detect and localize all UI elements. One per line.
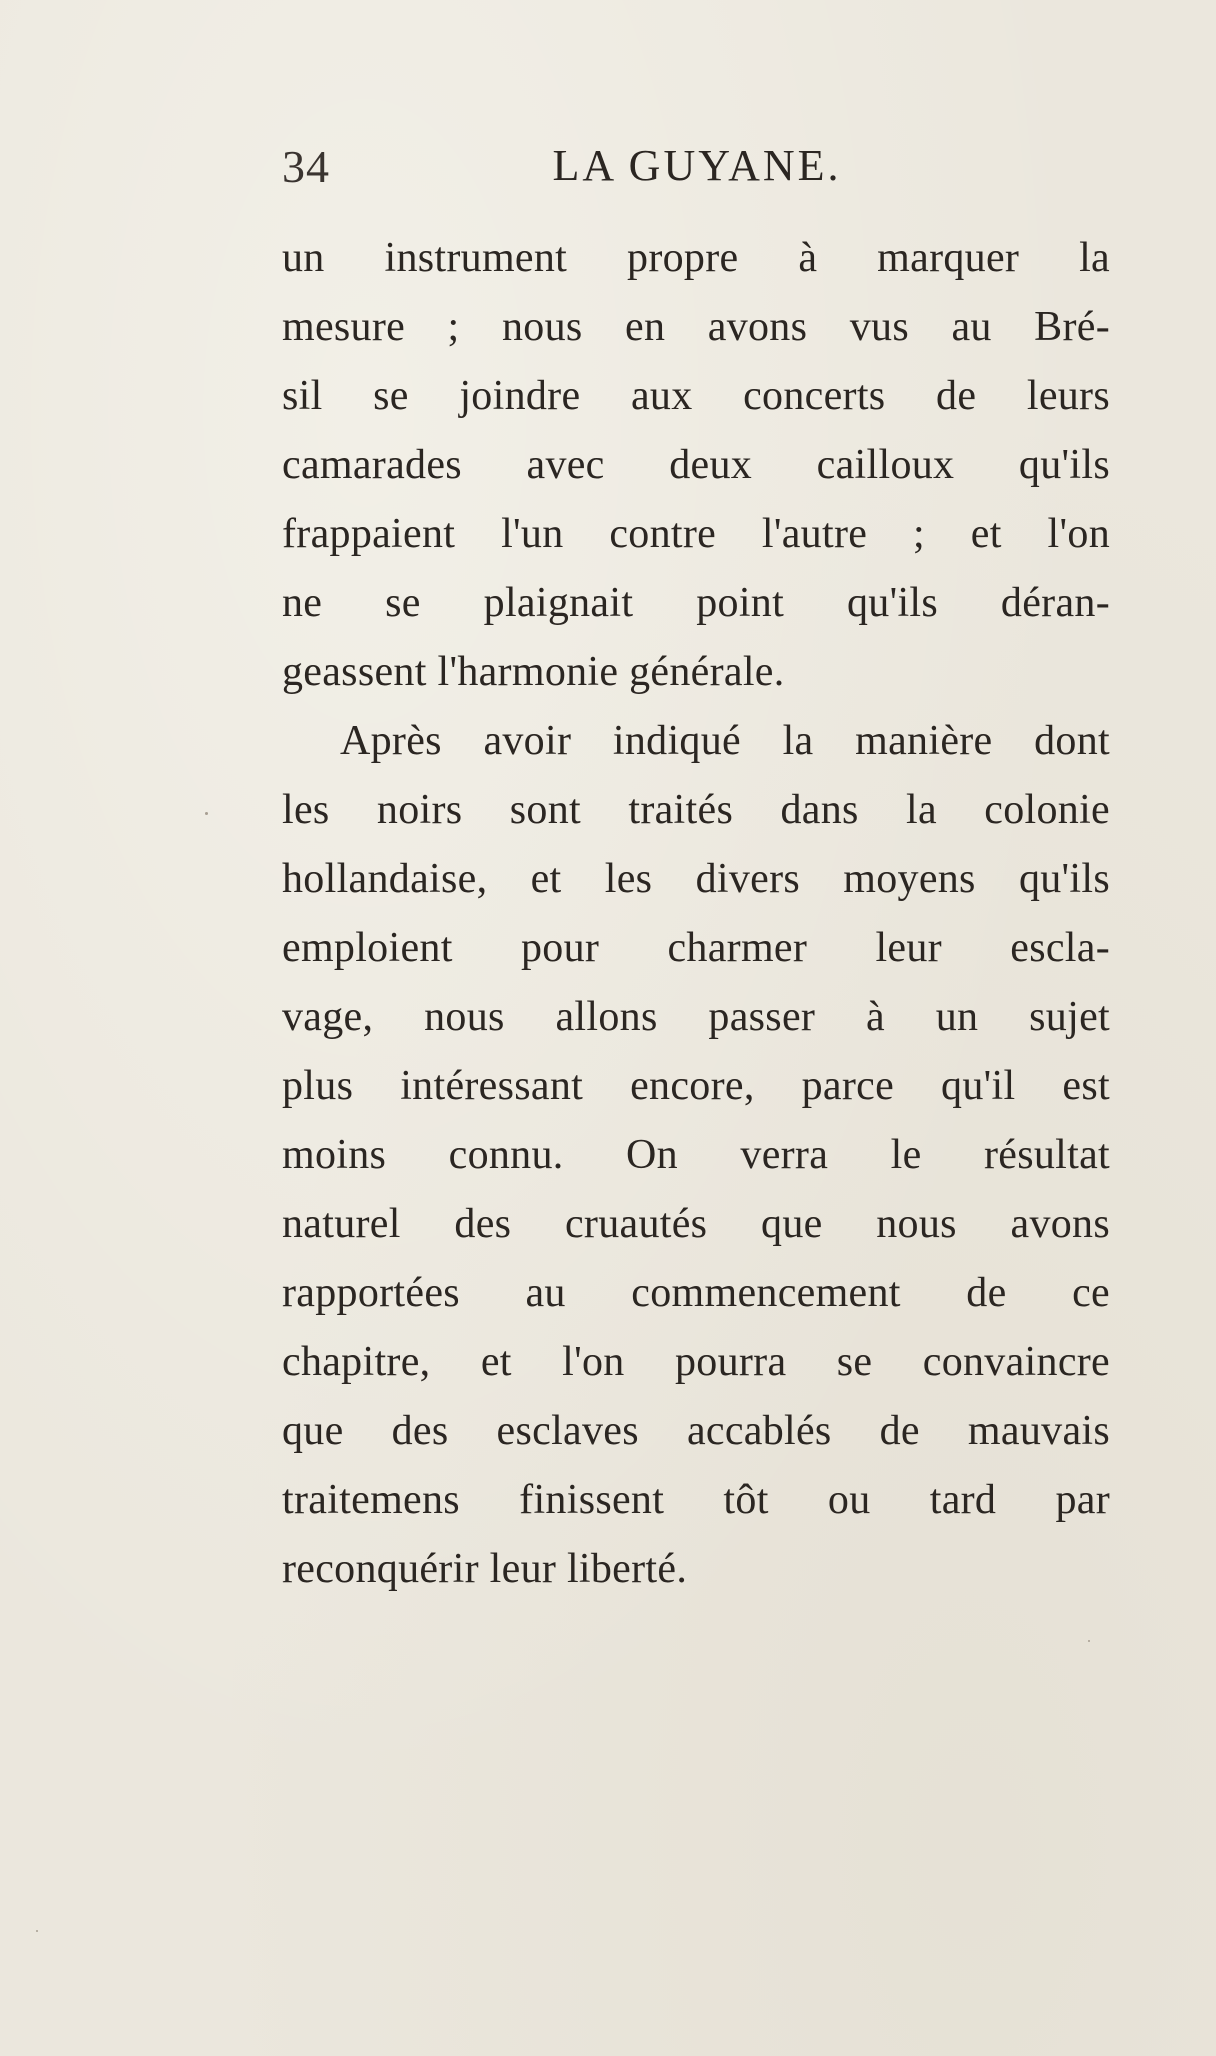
text-line: chapitre, et l'on pourra se convaincre xyxy=(282,1339,1110,1385)
paragraph-2 xyxy=(282,707,1110,1604)
text-line: naturel des cruautés que nous avons xyxy=(282,1201,1110,1247)
paper-speck xyxy=(1088,1640,1090,1642)
paper-speck xyxy=(36,1930,38,1932)
text-line: un instrument propre à marquer la xyxy=(282,235,1110,281)
paragraph-1 xyxy=(282,224,1110,707)
running-title: LA GUYANE. xyxy=(552,141,842,190)
text-line: vage, nous allons passer à un sujet xyxy=(282,994,1110,1040)
text-line: camarades avec deux cailloux qu'ils xyxy=(282,442,1110,488)
text-line: traitemens finissent tôt ou tard par xyxy=(282,1477,1110,1523)
text-line: ne se plaignait point qu'ils déran- xyxy=(282,580,1110,626)
text-line: hollandaise, et les divers moyens qu'ils xyxy=(282,856,1110,902)
text-line: rapportées au commencement de ce xyxy=(282,1270,1110,1316)
text-line: reconquérir leur liberté. xyxy=(282,1546,688,1592)
text-line: les noirs sont traités dans la colonie xyxy=(282,787,1110,833)
running-head xyxy=(282,140,1112,200)
text-line: plus intéressant encore, parce qu'il est xyxy=(282,1063,1110,1109)
text-line: emploient pour charmer leur escla- xyxy=(282,925,1110,971)
paper-speck xyxy=(205,812,208,815)
text-line: frappaient l'un contre l'autre ; et l'on xyxy=(282,511,1110,557)
text-line: Après avoir indiqué la manière dont xyxy=(340,718,1110,764)
text-line: mesure ; nous en avons vus au Bré- xyxy=(282,304,1110,350)
text-line: moins connu. On verra le résultat xyxy=(282,1132,1110,1178)
text-line: que des esclaves accablés de mauvais xyxy=(282,1408,1110,1454)
page-number: 34 xyxy=(282,141,330,192)
text-line: geassent l'harmonie générale. xyxy=(282,649,785,695)
text-line: sil se joindre aux concerts de leurs xyxy=(282,373,1110,419)
body-text xyxy=(282,224,1110,1604)
